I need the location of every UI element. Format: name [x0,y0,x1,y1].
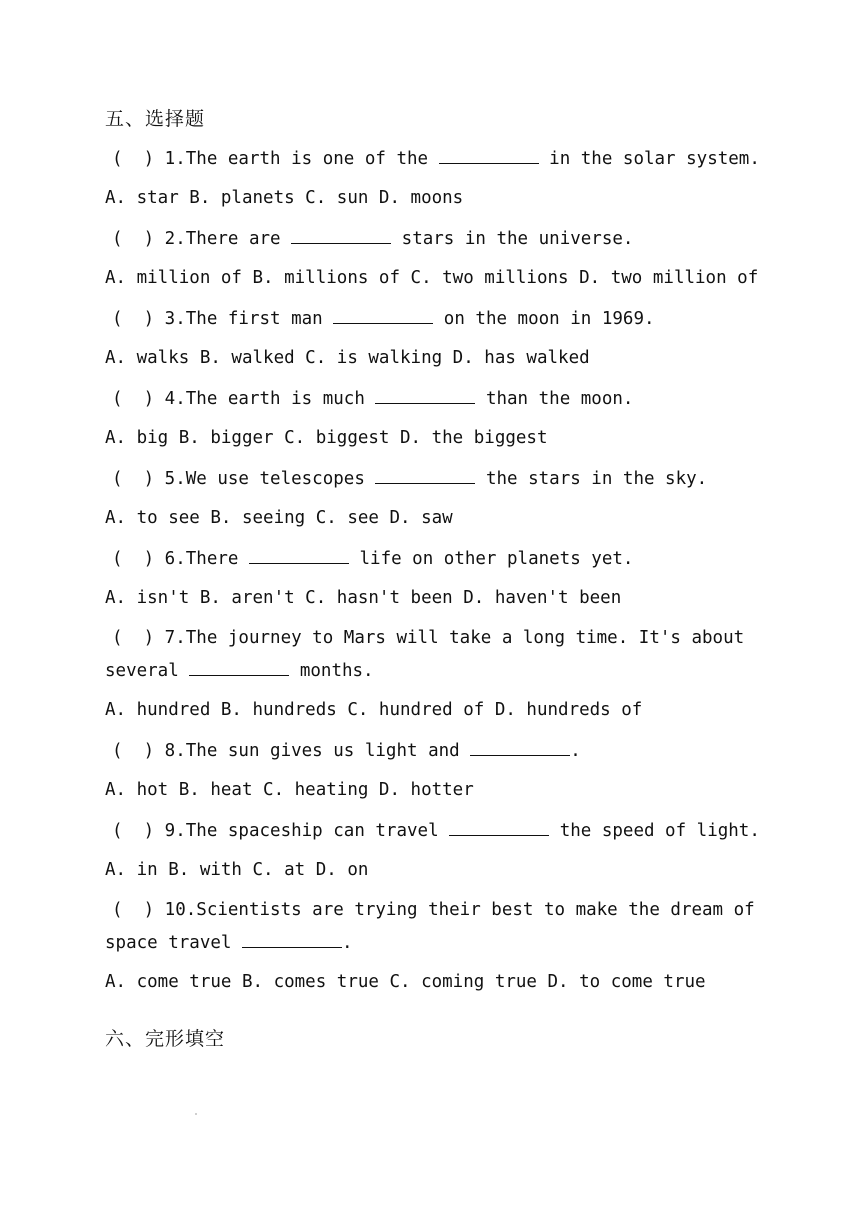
options-1: A. star B. planets C. sun D. moons [105,188,464,208]
answer-blank [242,932,342,948]
answer-blank [439,148,539,164]
options-7: A. hundred B. hundreds C. hundred of D. hundreds of [105,700,643,720]
question-7-continued: several months. [105,661,374,681]
scan-speck [195,1113,197,1115]
answer-blank [375,468,475,484]
question-3: ( ) 3.The first man on the moon in 1969. [112,309,655,329]
answer-blank [249,548,349,564]
options-6: A. isn't B. aren't C. hasn't been D. haven't been [105,588,622,608]
options-8: A. hot B. heat C. heating D. hotter [105,780,474,800]
options-9: A. in B. with C. at D. on [105,860,369,880]
options-10: A. come true B. comes true C. coming true D. to come true [105,972,706,992]
options-3: A. walks B. walked C. is walking D. has walked [105,348,590,368]
question-4: ( ) 4.The earth is much than the moon. [112,389,634,409]
question-5: ( ) 5.We use telescopes the stars in the sky. [112,469,708,489]
section-title-choice: 五、选择题 [105,108,206,130]
question-10: ( ) 10.Scientists are trying their best to make the dream of [112,900,755,920]
question-9: ( ) 9.The spaceship can travel the speed of light. [112,821,760,841]
section-title-cloze: 六、完形填空 [105,1028,226,1050]
question-8: ( ) 8.The sun gives us light and . [112,741,581,761]
question-1: ( ) 1.The earth is one of the in the solar system. [112,149,760,169]
question-10-continued: space travel . [105,933,353,953]
question-2: ( ) 2.There are stars in the universe. [112,229,634,249]
answer-blank [470,740,570,756]
options-5: A. to see B. seeing C. see D. saw [105,508,453,528]
answer-blank [189,660,289,676]
answer-blank [333,308,433,324]
answer-blank [375,388,475,404]
answer-blank [291,228,391,244]
options-2: A. million of B. millions of C. two millions D. two million of [105,268,759,288]
question-6: ( ) 6.There life on other planets yet. [112,549,634,569]
answer-blank [449,820,549,836]
options-4: A. big B. bigger C. biggest D. the biggest [105,428,548,448]
question-7: ( ) 7.The journey to Mars will take a long time. It's about [112,628,745,648]
